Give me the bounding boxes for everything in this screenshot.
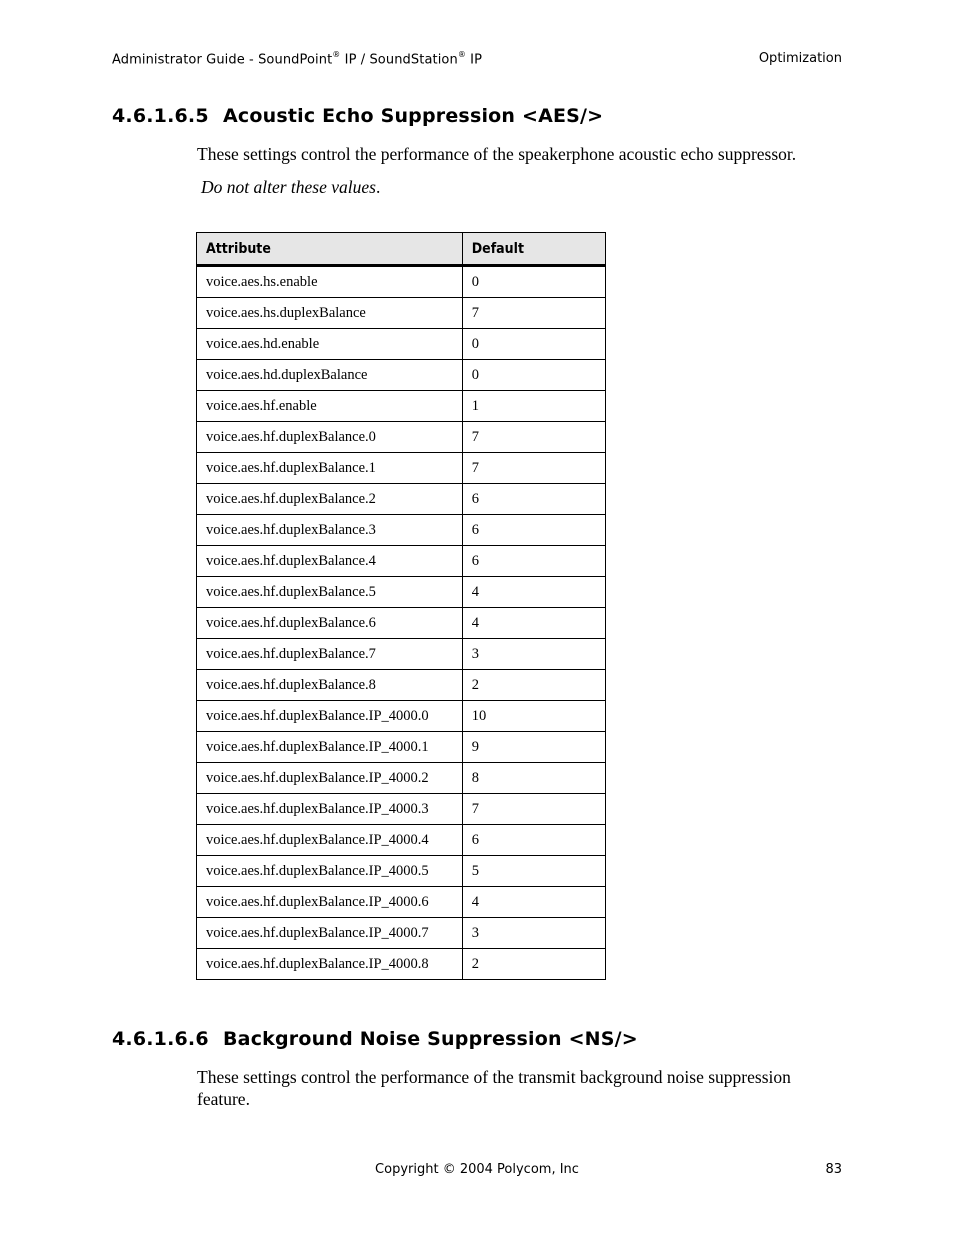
attribute-cell: voice.aes.hf.duplexBalance.0	[197, 422, 463, 453]
attribute-cell: voice.aes.hf.duplexBalance.IP_4000.5	[197, 856, 463, 887]
section-number: 4.6.1.6.5	[112, 105, 209, 127]
section-number: 4.6.1.6.6	[112, 1028, 209, 1050]
section-heading-aes	[112, 105, 603, 127]
default-value-cell: 0	[462, 329, 605, 360]
footer-copyright: Copyright © 2004 Polycom, Inc	[375, 1162, 579, 1177]
running-header-section: Optimization	[758, 51, 842, 66]
attribute-cell: voice.aes.hf.duplexBalance.IP_4000.4	[197, 825, 463, 856]
attribute-cell: voice.aes.hf.duplexBalance.IP_4000.3	[197, 794, 463, 825]
default-value-cell: 2	[462, 949, 605, 980]
default-value-cell: 5	[462, 856, 605, 887]
section-title: Background Noise Suppression <NS/>	[223, 1028, 638, 1050]
warning-note	[201, 176, 846, 198]
default-value-cell: 4	[462, 608, 605, 639]
running-header-title	[112, 51, 482, 67]
default-value-cell: 3	[462, 918, 605, 949]
table-row	[197, 298, 606, 329]
aes-attribute-table	[196, 232, 606, 980]
table-row	[197, 794, 606, 825]
attribute-cell: voice.aes.hf.duplexBalance.7	[197, 639, 463, 670]
column-header-attribute: Attribute	[197, 233, 463, 266]
default-value-cell: 9	[462, 732, 605, 763]
attribute-cell: voice.aes.hf.duplexBalance.1	[197, 453, 463, 484]
attribute-cell: voice.aes.hf.duplexBalance.4	[197, 546, 463, 577]
column-header-default: Default	[462, 233, 605, 266]
table-row	[197, 639, 606, 670]
default-value-cell: 6	[462, 825, 605, 856]
attribute-cell: voice.aes.hf.duplexBalance.IP_4000.1	[197, 732, 463, 763]
default-value-cell: 4	[462, 577, 605, 608]
default-value-cell: 1	[462, 391, 605, 422]
table-row	[197, 484, 606, 515]
section-heading-ns	[112, 1028, 638, 1050]
table-row	[197, 329, 606, 360]
default-value-cell: 0	[462, 360, 605, 391]
attribute-cell: voice.aes.hf.duplexBalance.IP_4000.7	[197, 918, 463, 949]
page-number: 83	[825, 1162, 842, 1177]
table-row	[197, 577, 606, 608]
table-row	[197, 918, 606, 949]
default-value-cell: 6	[462, 515, 605, 546]
table-row	[197, 732, 606, 763]
default-value-cell: 2	[462, 670, 605, 701]
warning-note-text: Do not alter these values	[201, 177, 376, 197]
header-text-part1: Administrator Guide - SoundPoint	[112, 52, 333, 68]
default-value-cell: 0	[462, 266, 605, 298]
table-body	[197, 266, 606, 980]
default-value-cell: 6	[462, 484, 605, 515]
attribute-cell: voice.aes.hf.enable	[197, 391, 463, 422]
registered-mark: ®	[332, 50, 341, 59]
attribute-cell: voice.aes.hf.duplexBalance.IP_4000.8	[197, 949, 463, 980]
table-row	[197, 856, 606, 887]
table-header-row	[197, 233, 606, 266]
attribute-cell: voice.aes.hs.duplexBalance	[197, 298, 463, 329]
default-value-cell: 10	[462, 701, 605, 732]
default-value-cell: 7	[462, 298, 605, 329]
default-value-cell: 7	[462, 453, 605, 484]
attribute-cell: voice.aes.hf.duplexBalance.IP_4000.2	[197, 763, 463, 794]
attribute-cell: voice.aes.hs.enable	[197, 266, 463, 298]
attribute-cell: voice.aes.hf.duplexBalance.2	[197, 484, 463, 515]
table-row	[197, 515, 606, 546]
section-description: These settings control the performance of the speakerphone acoustic echo suppressor.	[197, 144, 797, 164]
table-row	[197, 949, 606, 980]
table-row	[197, 763, 606, 794]
attribute-cell: voice.aes.hd.enable	[197, 329, 463, 360]
table-row	[197, 391, 606, 422]
attribute-cell: voice.aes.hf.duplexBalance.8	[197, 670, 463, 701]
table-row	[197, 360, 606, 391]
attribute-cell: voice.aes.hd.duplexBalance	[197, 360, 463, 391]
default-value-cell: 7	[462, 794, 605, 825]
default-value-cell: 6	[462, 546, 605, 577]
table-row	[197, 825, 606, 856]
attribute-cell: voice.aes.hf.duplexBalance.5	[197, 577, 463, 608]
default-value-cell: 8	[462, 763, 605, 794]
attribute-cell: voice.aes.hf.duplexBalance.6	[197, 608, 463, 639]
table-row	[197, 701, 606, 732]
header-text-part3: IP	[465, 52, 483, 68]
header-text-part2: IP / SoundStation	[340, 52, 458, 68]
table-row	[197, 266, 606, 298]
attribute-cell: voice.aes.hf.duplexBalance.3	[197, 515, 463, 546]
registered-mark: ®	[457, 50, 466, 59]
default-value-cell: 3	[462, 639, 605, 670]
attribute-cell: voice.aes.hf.duplexBalance.IP_4000.6	[197, 887, 463, 918]
section-title: Acoustic Echo Suppression <AES/>	[223, 105, 604, 127]
table-row	[197, 887, 606, 918]
default-value-cell: 7	[462, 422, 605, 453]
default-value-cell: 4	[462, 887, 605, 918]
table-row	[197, 453, 606, 484]
table-row	[197, 608, 606, 639]
attribute-cell: voice.aes.hf.duplexBalance.IP_4000.0	[197, 701, 463, 732]
warning-note-period: .	[375, 177, 381, 197]
table-row	[197, 670, 606, 701]
section-description: These settings control the performance of the transmit background noise suppression feature.	[197, 1067, 791, 1109]
table-row	[197, 422, 606, 453]
table-row	[197, 546, 606, 577]
